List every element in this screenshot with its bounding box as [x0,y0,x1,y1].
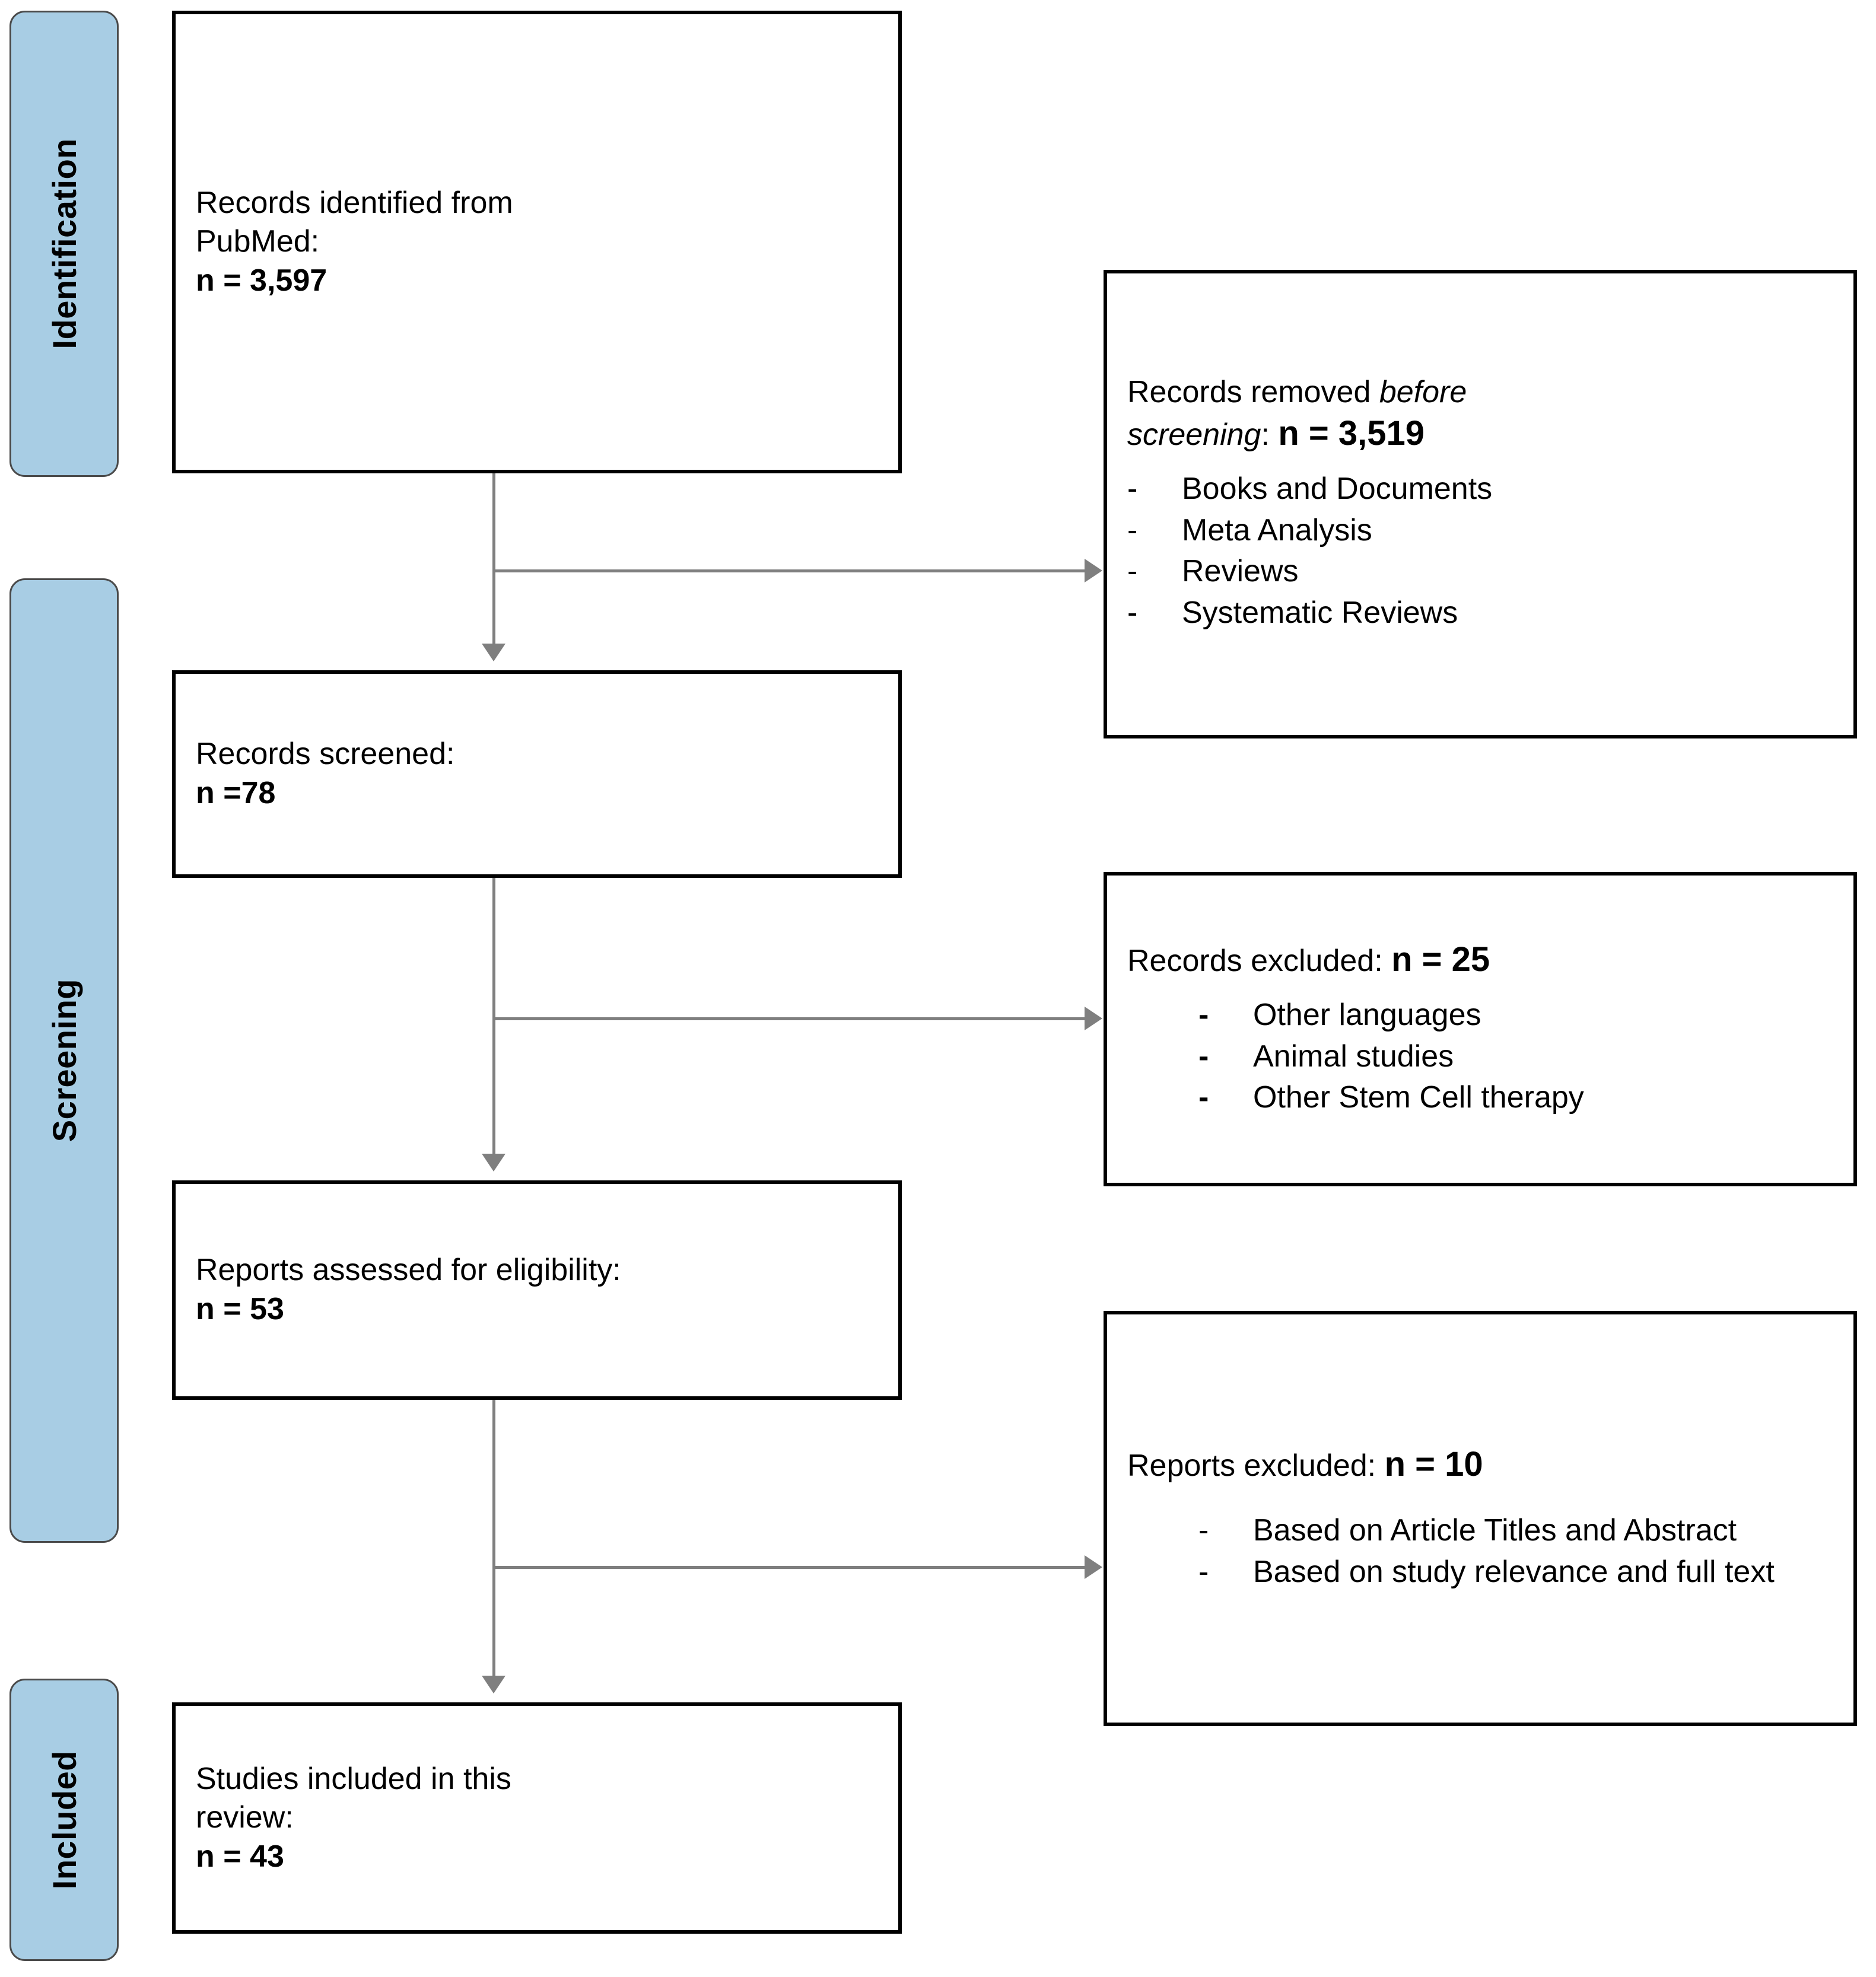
arrowhead-to-reports-excluded [1085,1555,1102,1579]
box-studies-included [172,1702,902,1934]
list-item: - Meta Analysis [1127,512,1372,547]
list-item: - Books and Documents [1127,472,1493,507]
phase-label-identification-text: Identification [45,138,83,349]
box-records-identified [172,11,902,473]
arrowhead-to-records-removed [1085,559,1102,582]
records-excluded-list [1198,997,1833,1120]
records-screened-count: n =78 [196,776,276,810]
arrowhead-to-records-excluded [1085,1007,1102,1030]
phase-label-included-text: Included [45,1750,83,1890]
phase-label-included [9,1679,119,1961]
records-excluded-count: n = 25 [1391,940,1490,979]
records-excluded-line1: Records excluded: n = 25 [1127,940,1490,979]
records-identified-count: n = 3,597 [196,263,327,298]
box-reports-assessed [172,1180,902,1400]
reports-assessed-line1: Reports assessed for eligibility: [196,1253,621,1288]
list-item: - Systematic Reviews [1127,595,1458,630]
records-removed-line1: Records removed before [1127,374,1467,409]
studies-included-count: n = 43 [196,1839,284,1874]
studies-included-line2: review: [196,1800,294,1835]
list-item: - Reviews [1127,554,1299,589]
arrow-to-records-excluded [492,1017,1086,1020]
records-removed-list [1127,470,1833,635]
phase-label-identification [9,11,119,477]
arrow-to-records-removed [492,569,1086,572]
phase-label-screening [9,578,119,1543]
reports-excluded-line1: Reports excluded: n = 10 [1127,1445,1483,1484]
reports-excluded-count: n = 10 [1384,1445,1483,1484]
list-item: - Other languages [1198,998,1481,1033]
reports-assessed-count: n = 53 [196,1292,284,1326]
phase-label-screening-text: Screening [45,979,83,1142]
list-item: - Animal studies [1198,1039,1454,1074]
arrow-to-reports-excluded [492,1566,1086,1569]
records-removed-line2: screening: n = 3,519 [1127,414,1425,453]
records-removed-count: n = 3,519 [1278,414,1425,453]
box-records-screened [172,670,902,878]
arrowhead-assessed-to-included [482,1676,505,1693]
records-identified-line2: PubMed: [196,224,320,259]
reports-excluded-list [1198,1512,1833,1594]
studies-included-line1: Studies included in this [196,1761,511,1796]
arrow-assessed-to-included [492,1400,495,1679]
box-records-excluded [1104,872,1857,1186]
box-reports-excluded [1104,1311,1857,1726]
list-item: - Based on Article Titles and Abstract [1198,1513,1737,1548]
records-screened-line1: Records screened: [196,737,455,772]
arrow-identified-to-screened [492,473,495,645]
arrowhead-screened-to-assessed [482,1154,505,1171]
box-records-removed-before-screening [1104,270,1857,738]
records-identified-line1: Records identified from [196,185,513,220]
list-item: - Other Stem Cell therapy [1198,1080,1584,1115]
arrowhead-identified-to-screened [482,644,505,661]
list-item: - Based on study relevance and full text [1198,1554,1775,1589]
